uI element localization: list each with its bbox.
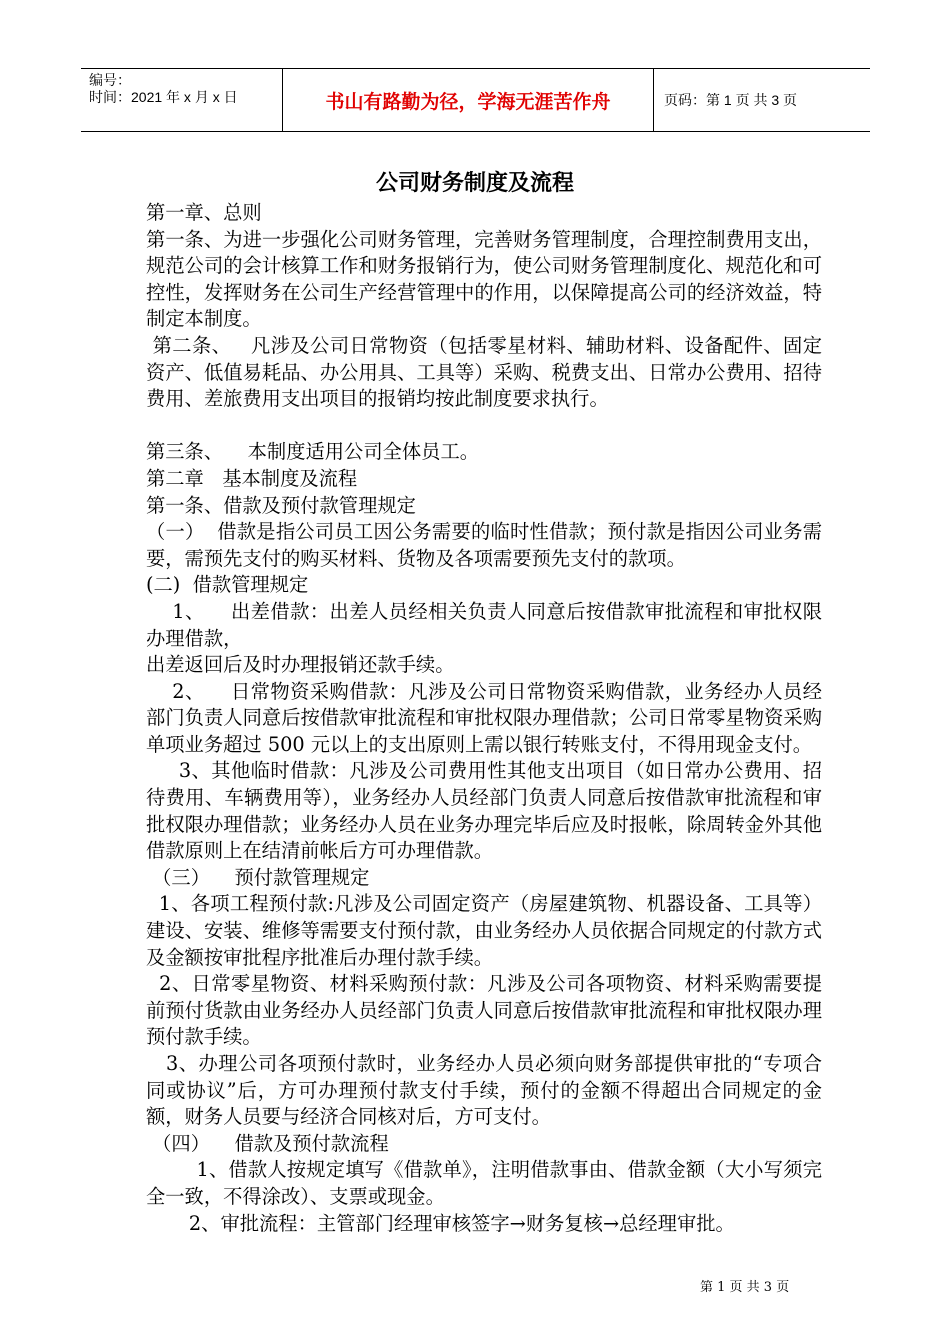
page-footer: 第 1 页 共 3 页 xyxy=(700,1280,790,1295)
paragraph: 出差返回后及时办理报销还款手续。 xyxy=(146,653,455,677)
paragraph: （三） 预付款管理规定 xyxy=(146,865,370,889)
paragraph: （四） 借款及预付款流程 xyxy=(146,1131,389,1155)
blank-line xyxy=(146,413,822,440)
paragraph: 3、办理公司各项预付款时，业务经办人员必须向财务部提供审批的“专项合同或协议”后，方可办理预付款支付手续，预付的金额不得超出合同规定的金额，财务人员要与经济合同核对后，方可支付。 xyxy=(146,1052,823,1129)
paragraph: 1、借款人按规定填写《借款单》，注明借款事由、借款金额（大小写须完全一致，不得涂改）、支票或现金。 xyxy=(146,1158,822,1208)
header-meta xyxy=(81,69,282,131)
paragraph: 第二章 基本制度及流程 xyxy=(146,466,358,490)
number-label: 编号： xyxy=(89,72,131,88)
paragraph: 1、各项工程预付款:凡涉及公司固定资产（房屋建筑物、机器设备、工具等）建设、安装、维修等需要支付预付款，由业务经办人员依据合同规定的付款方式及金额按审批程序批准后办理付款手续。 xyxy=(146,892,822,969)
header-page-number: 页码：第 1 页 共 3 页 xyxy=(664,92,798,108)
paragraph: 3、其他临时借款：凡涉及公司费用性其他支出项目（如日常办公费用、招待费用、车辆费用等），业务经办人员经部门负责人同意后按借款审批流程和审批权限办理借款；业务经办人员在业务办理完毕后应及时报帐，除周转金外其他借款原则上在结清前帐后方可办理借款。 xyxy=(146,759,822,863)
document-body xyxy=(146,200,822,1237)
paragraph: 第三条、 本制度适用公司全体员工。 xyxy=(146,440,480,464)
paragraph: 第一章、总则 xyxy=(146,201,262,224)
page-header xyxy=(81,68,870,132)
paragraph: (二) 借款管理规定 xyxy=(146,573,309,597)
header-motto: 书山有路勤为径，学海无涯苦作舟 xyxy=(282,69,654,131)
paragraph: 2、 日常物资采购借款：凡涉及公司日常物资采购借款，业务经办人员经部门负责人同意后按借款审批流程和审批权限办理借款；公司日常零星物资采购单项业务超过 500 元以上的支出原则上需以银行转账支付，不得用现金支付。 xyxy=(146,679,822,756)
paragraph: 2、审批流程：主管部门经理审核签字→财务复核→总经理审批。 xyxy=(146,1211,735,1235)
paragraph: （一） 借款是指公司员工因公务需要的临时性借款；预付款是指因公司业务需要，需预先支付的购买材料、货物及各项需要预先支付的款项。 xyxy=(146,520,822,570)
paragraph: 第二条、 凡涉及公司日常物资（包括零星材料、辅助材料、设备配件、固定资产、低值易耗品、办公用具、工具等）采购、税费支出、日常办公费用、招待费用、差旅费用支出项目的报销均按此制度要求执行。 xyxy=(146,333,822,411)
paragraph: 1、 出差借款：出差人员经相关负责人同意后按借款审批流程和审批权限办理借款， xyxy=(146,599,822,650)
paragraph: 第一条、为进一步强化公司财务管理，完善财务管理制度，合理控制费用支出，规范公司的会计核算工作和财务报销行为，使公司财务管理制度化、规范化和可控性，发挥财务在公司生产经营管理中的作用，以保障提高公司的经济效益，特制定本制度。 xyxy=(146,227,822,331)
time-label: 时间：2021 年 x 月 x 日 xyxy=(89,89,238,105)
paragraph: 2、日常零星物资、材料采购预付款：凡涉及公司各项物资、材料采购需要提前预付货款由业务经办人员经部门负责人同意后按借款审批流程和审批权限办理预付款手续。 xyxy=(146,972,823,1049)
document-title: 公司财务制度及流程 xyxy=(375,171,574,196)
paragraph: 第一条、借款及预付款管理规定 xyxy=(146,493,416,517)
